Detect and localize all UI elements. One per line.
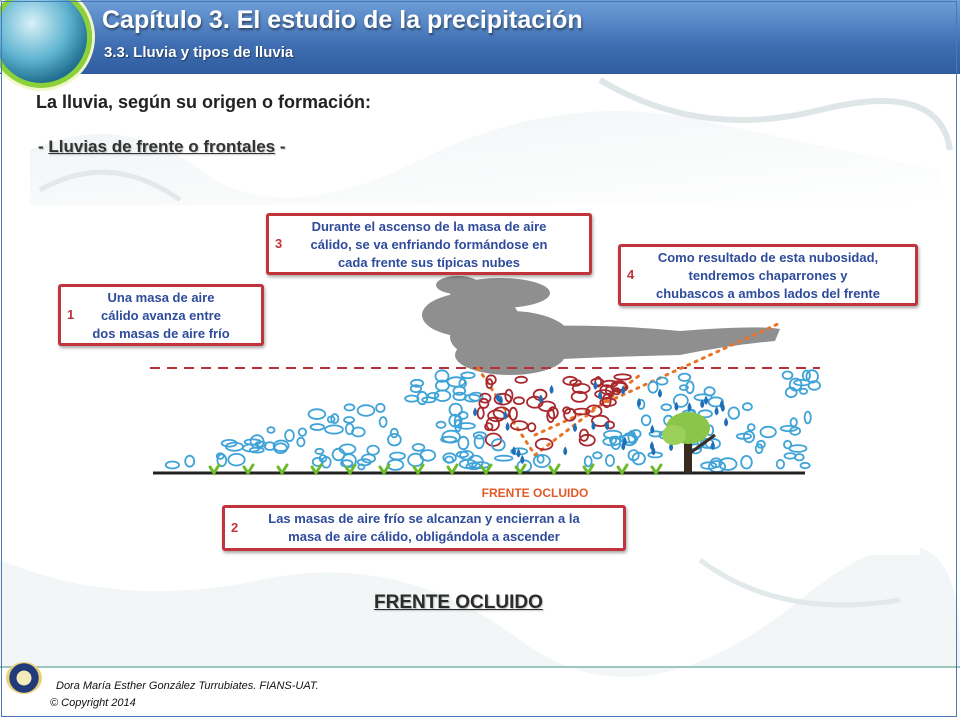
cold-air-bubble — [267, 427, 274, 433]
callout-2 — [222, 505, 626, 551]
callout-line: Durante el ascenso de la masa de aire — [311, 219, 547, 234]
cold-air-bubble — [783, 371, 793, 379]
rain-drop — [724, 417, 728, 426]
warm-air-bubble — [515, 377, 527, 383]
cold-air-bubble — [333, 449, 345, 461]
callout-line: chubascos a ambos lados del frente — [656, 286, 880, 301]
chapter-title: Capítulo 3. El estudio de la precipitación — [102, 6, 583, 34]
cold-air-bubble — [345, 404, 355, 410]
cold-air-bubble — [437, 422, 446, 428]
cold-air-bubble — [457, 452, 468, 458]
subheading-prefix: - — [38, 137, 49, 156]
air-mass-ellipses — [166, 370, 820, 472]
cold-air-bubble — [453, 387, 465, 395]
cold-air-bubble — [805, 412, 811, 424]
tree-icon — [662, 412, 715, 473]
cold-air-bubble — [743, 403, 752, 410]
rain-drop — [593, 381, 597, 390]
university-seal-icon — [6, 662, 42, 694]
cold-air-bubble — [729, 407, 740, 418]
rain-drop — [506, 422, 510, 431]
cold-air-bubble — [648, 452, 662, 457]
cold-air-bubble — [413, 444, 425, 451]
cold-air-bubble — [405, 396, 418, 402]
cold-air-bubble — [593, 452, 602, 458]
callout-4 — [618, 244, 918, 306]
cold-air-bubble — [420, 450, 435, 461]
cold-air-bubble — [185, 456, 194, 467]
subheading-suffix: - — [275, 137, 286, 156]
cold-air-bubble — [785, 453, 796, 459]
warm-air-bubble — [514, 397, 524, 404]
cold-air-bubble — [461, 372, 474, 378]
cold-air-bubble — [662, 404, 672, 410]
callout-line: tendremos chaparrones y — [688, 268, 848, 283]
cold-air-bubble — [741, 456, 752, 469]
page-heading: La lluvia, según su origen o formación: — [36, 92, 372, 112]
cold-air-bubble — [297, 438, 304, 447]
cold-air-bubble — [311, 424, 324, 430]
cold-air-bubble — [538, 455, 544, 462]
cold-air-bubble — [657, 378, 668, 385]
cold-air-bubble — [367, 446, 379, 455]
callout-number: 3 — [275, 236, 283, 251]
callout-line: dos masas de aire frío — [92, 326, 230, 341]
callout-line: cálido avanza entre — [101, 308, 221, 323]
callout-line: cada frente sus típicas nubes — [337, 255, 521, 270]
rain-drop — [563, 446, 567, 455]
cold-air-bubble — [390, 453, 405, 460]
cold-air-bubble — [315, 449, 323, 454]
cold-air-bubble — [380, 417, 387, 427]
rain-drop — [715, 406, 719, 415]
cold-air-bubble — [789, 445, 806, 452]
rain-type-subheading — [38, 137, 286, 157]
cold-air-bubble — [761, 427, 776, 438]
cold-air-bubble — [801, 463, 810, 468]
cold-air-bubble — [422, 397, 435, 402]
cold-air-bubble — [648, 382, 657, 393]
cold-air-bubble — [606, 455, 614, 466]
cold-air-bubble — [495, 456, 513, 461]
rain-drop — [550, 385, 554, 394]
cold-air-bubble — [358, 405, 375, 416]
cold-air-bubble — [299, 428, 306, 435]
footer-copyright: © Copyright 2014 — [50, 697, 136, 709]
cold-air-bubble — [358, 464, 364, 469]
section-subtitle: 3.3. Lluvia y tipos de lluvia — [104, 44, 294, 61]
cold-air-bubble — [777, 460, 784, 469]
cold-air-bubble — [325, 425, 343, 433]
figure-caption: FRENTE OCLUIDO — [374, 592, 543, 613]
rain-drop — [520, 455, 524, 464]
warm-air-bubble — [510, 408, 517, 420]
callout-number: 4 — [627, 267, 635, 282]
callout-number: 2 — [231, 520, 239, 535]
cold-air-bubble — [475, 435, 484, 448]
warm-air-bubble — [528, 423, 535, 431]
warm-air-bubble — [478, 408, 484, 419]
cold-air-bubble — [800, 389, 807, 394]
cold-air-bubble — [447, 377, 465, 386]
callout-line: cálido, se va enfriando formándose en — [310, 237, 548, 252]
warm-air-bubble — [614, 374, 631, 379]
cold-air-bubble — [285, 430, 294, 441]
cold-air-bubble — [781, 426, 797, 431]
cold-air-bubble — [679, 374, 691, 381]
callout-line: Una masa de aire — [107, 290, 215, 305]
slide-footer — [0, 666, 960, 720]
rain-drop — [658, 389, 662, 398]
cold-air-bubble — [748, 424, 755, 430]
cold-air-bubble — [228, 454, 244, 466]
cold-air-bubble — [435, 390, 450, 401]
cold-air-bubble — [695, 394, 712, 400]
occluded-front-diagram — [40, 205, 920, 555]
cold-air-bubble — [376, 404, 385, 412]
callout-line: Como resultado de esta nubosidad, — [657, 250, 879, 265]
callout-line: masa de aire cálido, obligándola a ascender — [288, 529, 560, 544]
cold-air-bubble — [391, 429, 398, 438]
callout-number: 1 — [67, 307, 75, 322]
diagram-front-label: FRENTE OCLUIDO — [481, 486, 589, 500]
cold-air-bubble — [166, 462, 179, 469]
rain-drop — [473, 407, 477, 416]
cold-air-bubble — [388, 434, 401, 446]
cold-air-bubble — [642, 415, 651, 425]
footer-author: Dora María Esther González Turrubiates. FIANS-UAT. — [56, 680, 319, 692]
cold-air-bubble — [309, 409, 326, 419]
footer-divider — [0, 666, 960, 668]
callout-3 — [266, 213, 592, 275]
cold-air-bubble — [784, 441, 791, 449]
cold-air-bubble — [344, 417, 354, 423]
cold-air-bubble — [585, 456, 592, 466]
cold-air-bubble — [534, 455, 550, 467]
callout-1 — [58, 284, 264, 346]
rain-drop — [517, 448, 521, 457]
cold-air-bubble — [352, 428, 365, 437]
callout-line: Las masas de aire frío se alcanzan y encierran a la — [268, 511, 580, 526]
subheading-text: Lluvias de frente o frontales — [48, 137, 276, 156]
slide-header — [0, 0, 960, 74]
rain-drop — [704, 396, 708, 405]
